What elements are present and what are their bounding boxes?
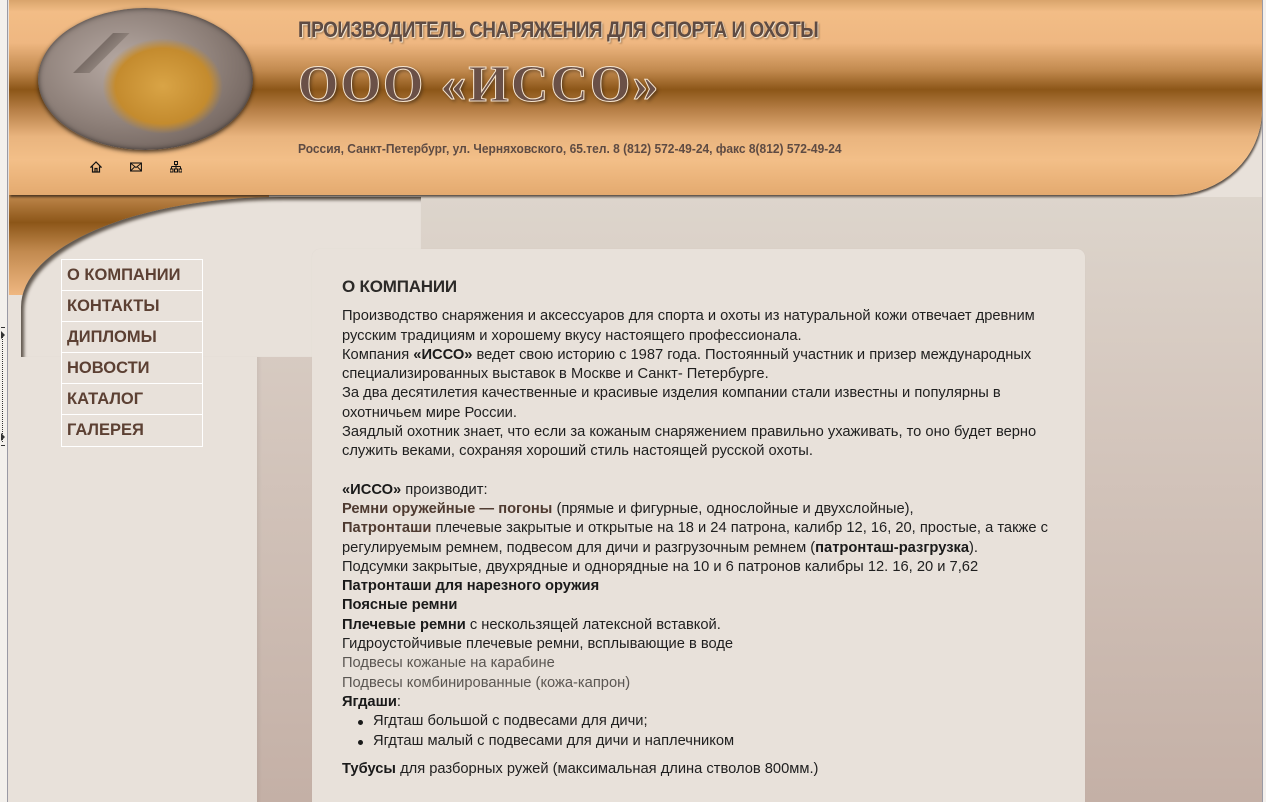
- nav-item-about[interactable]: О КОМПАНИИ: [62, 260, 202, 291]
- product-name: Плечевые ремни: [342, 616, 466, 633]
- nav-item-diplomas[interactable]: ДИПЛОМЫ: [62, 322, 202, 353]
- product-bandoliers: [342, 519, 1052, 558]
- main-nav: [61, 259, 203, 447]
- content-panel: [312, 249, 1085, 802]
- company-name: ООО «ИССО»: [298, 56, 661, 113]
- product-leather-hangers: Подвесы кожаные на карабине: [342, 655, 555, 672]
- product-desc: плечевые закрытые и открытые на 18 и 24 патрона, калибр 12, 16, 20, простые, а также с регулируемым ремнем, подвесом для дичи и разгрузочным ремнем (: [342, 520, 1048, 556]
- ruler-dots: [2, 335, 3, 442]
- product-name: Патронташи для нарезного оружия: [342, 578, 600, 595]
- page-title: О КОМПАНИИ: [342, 277, 457, 296]
- bear-medallion-logo[interactable]: [38, 8, 253, 150]
- brand-name: «ИССО»: [342, 481, 402, 498]
- product-name: Поясные ремни: [342, 597, 458, 614]
- product-belts: [342, 500, 1052, 519]
- product-name: Патронташи: [342, 520, 432, 537]
- page: [9, 0, 1262, 802]
- gamebag-list: [356, 712, 1052, 751]
- produces-heading: [342, 481, 1052, 500]
- intro-paragraph-4: Заядлый охотник знает, что если за кожаным снаряжением правильно ухаживать, то оно будет верно служить веками, сохраняя хороший стиль настоящей русской охоты.: [342, 424, 1037, 460]
- product-desc: ).: [969, 539, 978, 556]
- list-item: Ягдташ малый с подвесами для дичи и наплечником: [356, 732, 1052, 751]
- header-icon-bar: [89, 160, 183, 174]
- spacer: [342, 462, 1052, 481]
- product-name: патронташ-разгрузка: [815, 539, 970, 556]
- spacer: [342, 751, 1052, 760]
- ruler-mark: [1, 445, 5, 446]
- nav-item-gallery[interactable]: ГАЛЕРЕЯ: [62, 415, 202, 446]
- product-desc: для разборных ружей (максимальная длина стволов 800мм.): [395, 760, 819, 777]
- intro-text: Компания: [342, 346, 414, 363]
- window-left-edge: [0, 0, 8, 802]
- scrollbar-edge[interactable]: [1262, 0, 1266, 802]
- ruler-arrow-icon: [1, 433, 5, 441]
- nav-item-catalog[interactable]: КАТАЛОГ: [62, 384, 202, 415]
- product-tubes: [342, 760, 1052, 779]
- sitemap-icon[interactable]: [169, 160, 183, 174]
- product-rifle-bandoliers: [342, 577, 1052, 596]
- company-address: Россия, Санкт-Петербург, ул. Черняховского, 65.тел. 8 (812) 572-49-24, факс 8(812) 572-49-24: [298, 142, 842, 156]
- ruler-mark: [1, 327, 5, 328]
- brand-name: «ИССО»: [413, 346, 473, 363]
- product-name: Ремни оружейные — погоны: [342, 500, 553, 517]
- list-item: Ягдташ большой с подвесами для дичи;: [356, 712, 1052, 731]
- nav-item-news[interactable]: НОВОСТИ: [62, 353, 202, 384]
- content-body: [342, 277, 1052, 779]
- product-waist-belts: [342, 596, 1052, 615]
- product-pouches: Подсумки закрытые, двухрядные и однорядные на 10 и 6 патронов калибры 12. 16, 20 и 7,62: [342, 558, 979, 575]
- product-desc: с нескользящей латексной вставкой.: [465, 616, 721, 633]
- product-gamebags: [342, 693, 1052, 712]
- intro-paragraph-1: Производство снаряжения и аксессуаров для спорта и охоты из натуральной кожи отвечает древним русским традициям и хорошему вкусу настоящего профессионала.: [342, 308, 1035, 344]
- product-name: Тубусы: [342, 760, 396, 777]
- mail-icon[interactable]: [129, 160, 143, 174]
- product-name: Ягдаши: [342, 693, 397, 710]
- header-tagline: ПРОИЗВОДИТЕЛЬ СНАРЯЖЕНИЯ ДЛЯ СПОРТА И ОХОТЫ: [298, 17, 819, 42]
- home-icon[interactable]: [89, 160, 103, 174]
- nav-item-contacts[interactable]: КОНТАКТЫ: [62, 291, 202, 322]
- colon: :: [396, 693, 401, 710]
- intro-paragraph-2: [342, 346, 1052, 385]
- product-waterproof-belts: Гидроустойчивые плечевые ремни, всплывающие в воде: [342, 636, 734, 653]
- intro-text: ведет свою историю с 1987 года. Постоянный участник и призер международных специализированных выставок в Москве и Санкт- Петербурге.: [342, 346, 1032, 383]
- product-combined-hangers: Подвесы комбинированные (кожа-капрон): [342, 674, 631, 691]
- product-shoulder-belts: [342, 616, 1052, 635]
- mountains-decoration: [63, 33, 133, 73]
- intro-paragraph-3: За два десятилетия качественные и красивые изделия компании стали известны и популярны в охотничьем мире России.: [342, 385, 1001, 421]
- produces-label: производит:: [401, 481, 488, 498]
- product-desc: (прямые и фигурные, однослойные и двухслойные),: [552, 500, 914, 517]
